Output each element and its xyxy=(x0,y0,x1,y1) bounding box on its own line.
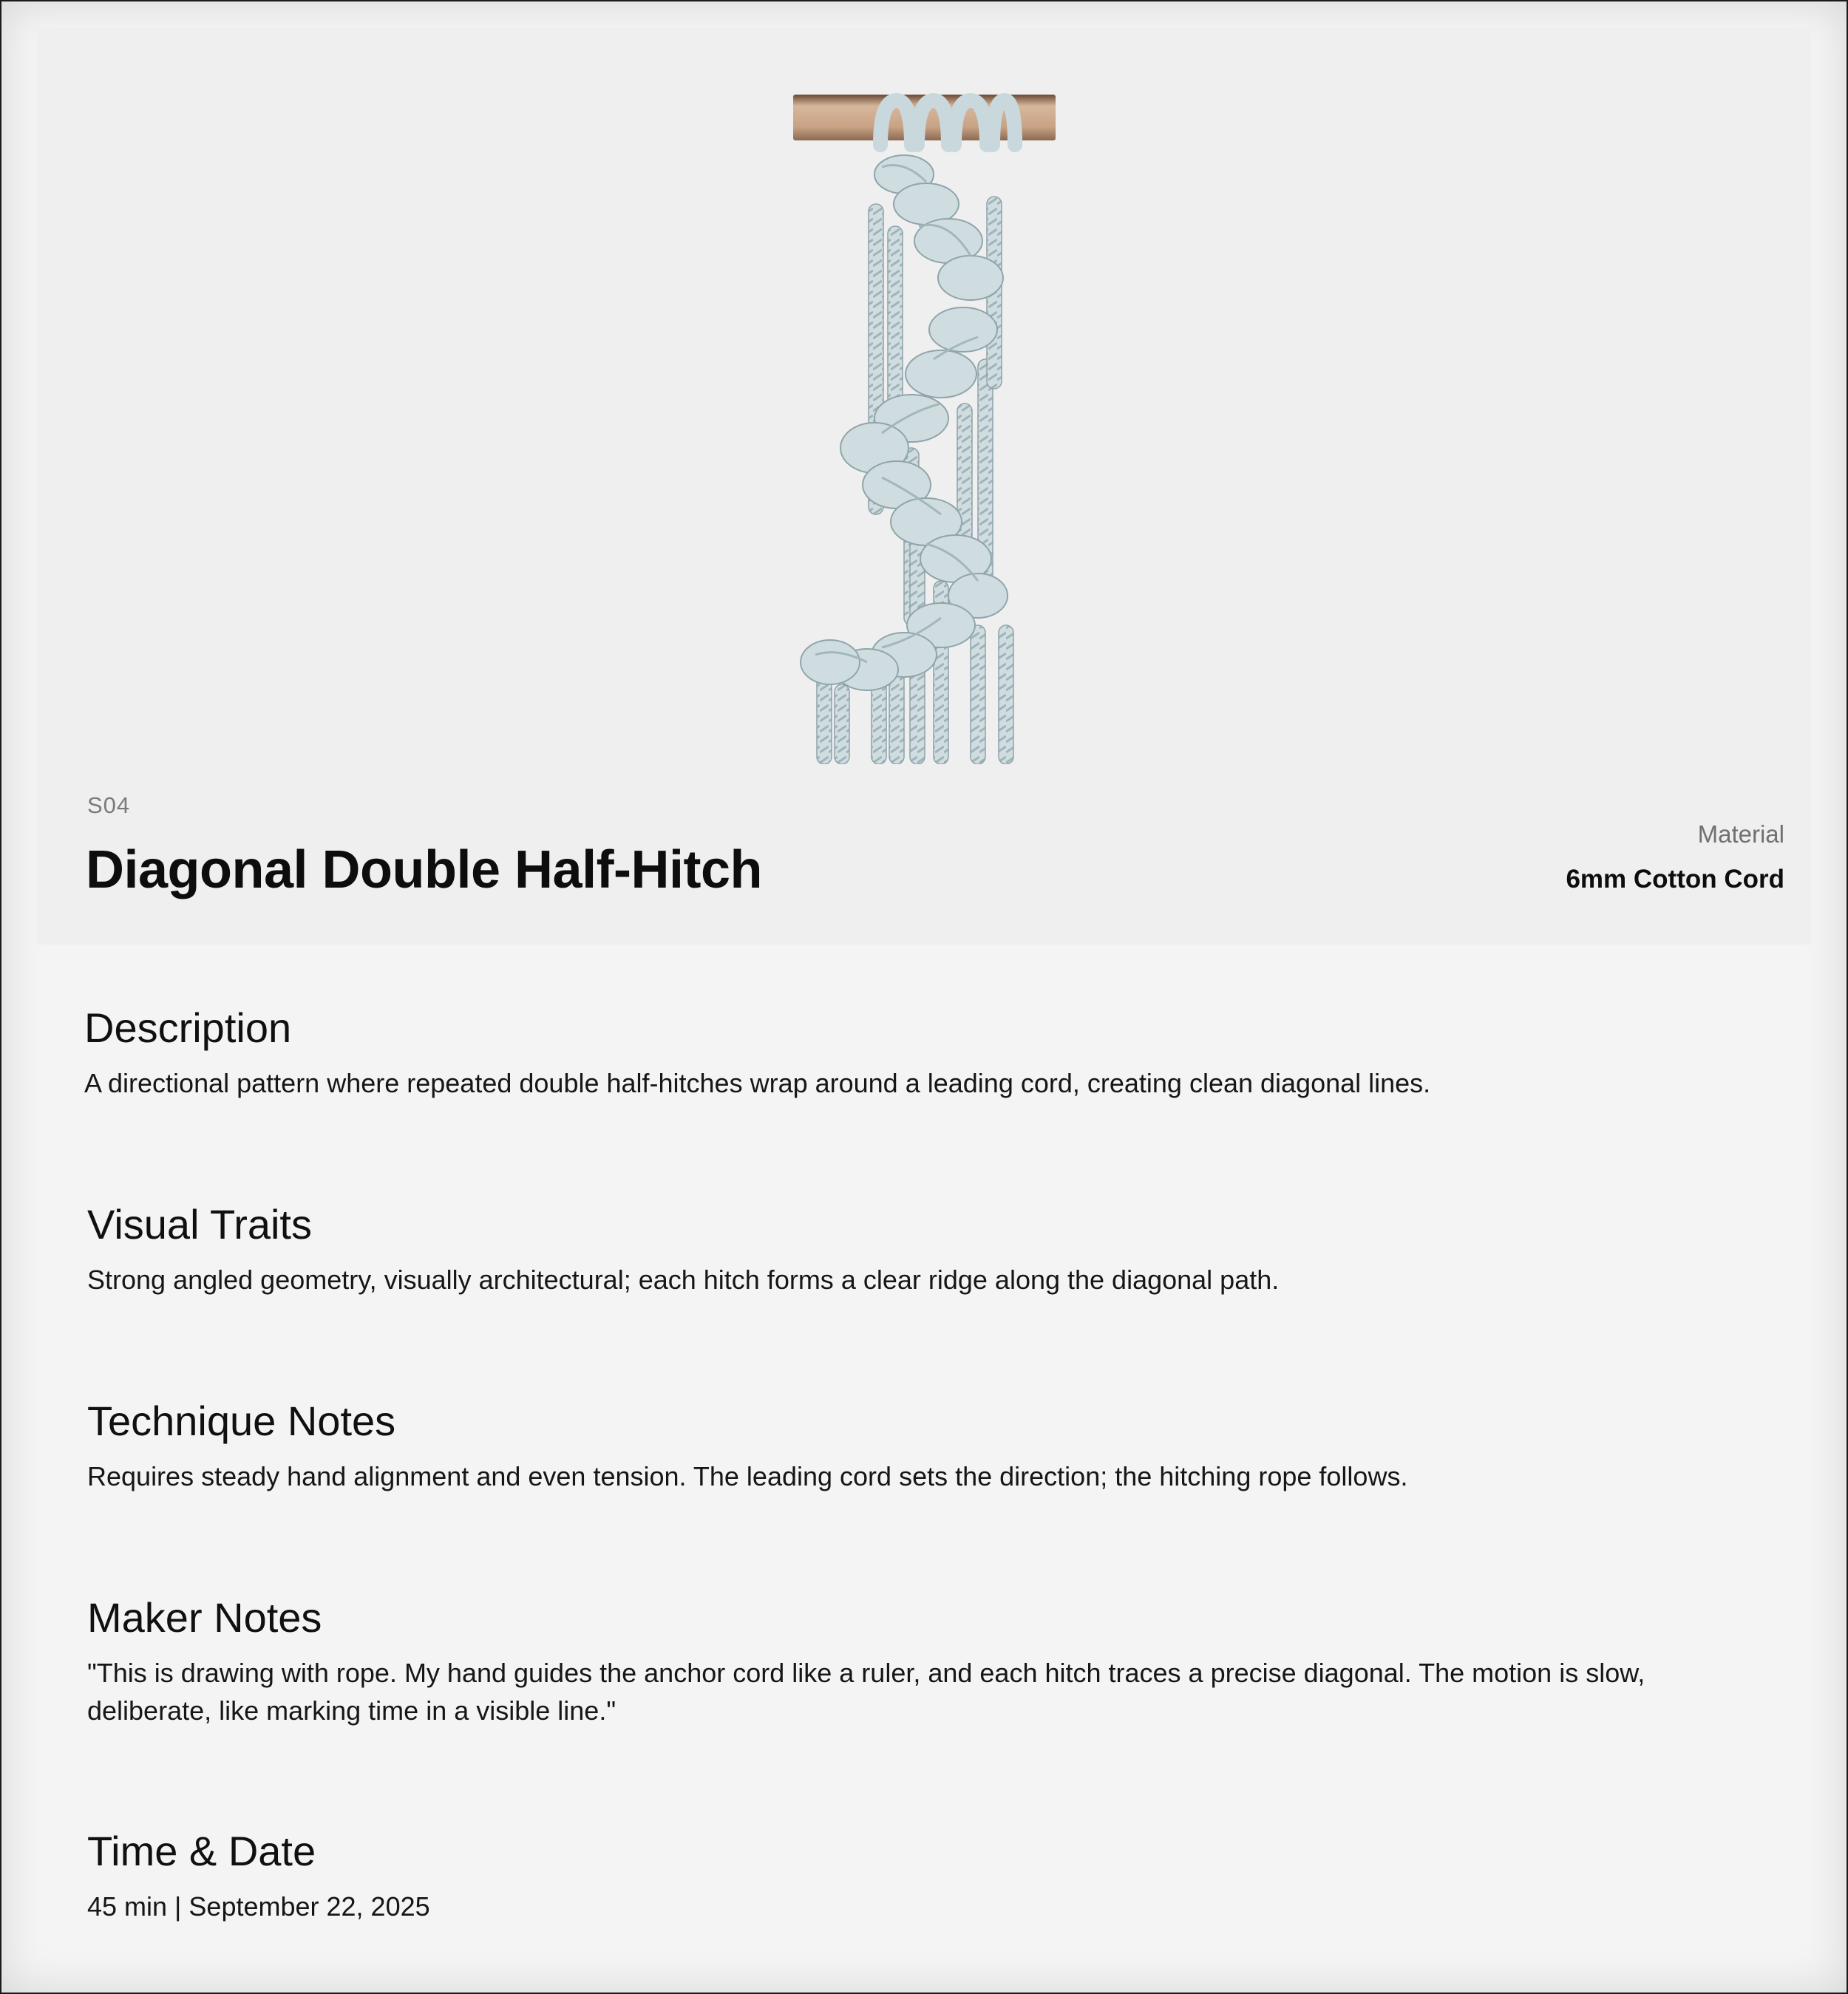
hero-panel xyxy=(37,28,1811,945)
page-title: Diagonal Double Half-Hitch xyxy=(86,840,763,899)
section-maker-notes xyxy=(87,1595,1773,1729)
section-time-date xyxy=(87,1828,1773,1925)
section-body: A directional pattern where repeated double half-hitches wrap around a leading cord, creating clean diagonal lines. xyxy=(84,1067,1431,1098)
section-heading: Description xyxy=(84,1004,292,1051)
section-body: Requires steady hand alignment and even tension. The leading cord sets the direction; the hitching rope follows. xyxy=(87,1460,1408,1491)
section-heading: Visual Traits xyxy=(87,1201,312,1248)
section-description xyxy=(84,1005,1770,1102)
section-technique-notes xyxy=(87,1398,1773,1495)
section-visual-traits xyxy=(87,1202,1773,1299)
material-value: 6mm Cotton Cord xyxy=(1566,865,1784,894)
macrame-knot-image xyxy=(793,93,1056,764)
section-body: "This is drawing with rope. My hand guides the anchor cord like a ruler, and each hitch traces a precise diagonal. The motion is slow, deliberate, like marking time in a visible line." xyxy=(87,1657,1645,1726)
stitch-code: S04 xyxy=(87,792,131,818)
section-heading: Maker Notes xyxy=(87,1594,322,1641)
section-heading: Time & Date xyxy=(87,1828,316,1874)
material-label: Material xyxy=(1697,820,1784,848)
section-body: Strong angled geometry, visually architectural; each hitch forms a clear ridge along the diagonal path. xyxy=(87,1264,1280,1295)
section-body: 45 min | September 22, 2025 xyxy=(87,1891,430,1922)
section-heading: Technique Notes xyxy=(87,1398,396,1444)
